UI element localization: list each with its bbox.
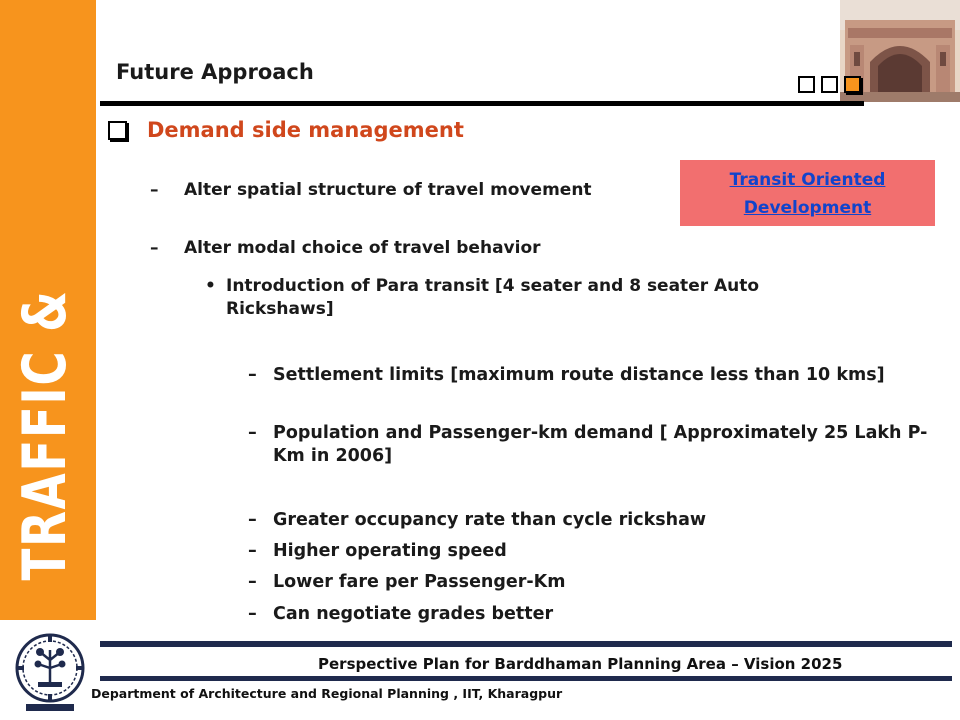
- main-heading: [106, 118, 464, 142]
- dash-bullet: –: [248, 510, 257, 530]
- dash-bullet: –: [248, 423, 257, 443]
- list-item-text: Alter spatial structure of travel movement: [184, 180, 592, 200]
- footer-divider: [100, 641, 952, 647]
- square-icon: [821, 76, 838, 93]
- list-item-text: Alter modal choice of travel behavior: [184, 238, 541, 258]
- section-title: Future Approach: [116, 60, 314, 84]
- heading-text: Demand side management: [147, 118, 464, 142]
- list-item-text: Can negotiate grades better: [273, 604, 554, 624]
- square-icon: [798, 76, 815, 93]
- dash-bullet: –: [150, 238, 159, 258]
- list-item: [205, 275, 855, 321]
- dash-bullet: –: [248, 541, 257, 561]
- iit-kharagpur-logo-icon: [12, 630, 88, 714]
- footer-divider: [100, 676, 952, 681]
- list-item: [248, 509, 938, 532]
- checkbox-bullet-icon: [108, 121, 127, 140]
- dash-bullet: –: [248, 572, 257, 592]
- list-item-text: Lower fare per Passenger-Km: [273, 572, 566, 592]
- list-item-text: Higher operating speed: [273, 541, 507, 561]
- dash-bullet: –: [150, 180, 159, 200]
- sidebar-band: [0, 0, 160, 620]
- list-item-text: Population and Passenger-km demand [ Approximately 25 Lakh P-Km in 2006]: [273, 423, 928, 466]
- list-item: [248, 603, 938, 626]
- footer-title: Perspective Plan for Barddhaman Planning Area – Vision 2025: [318, 655, 843, 673]
- list-item-text: Introduction of Para transit [4 seater and 8 seater Auto Rickshaws]: [226, 276, 760, 319]
- footer-department: Department of Architecture and Regional Planning , IIT, Kharagpur: [91, 686, 563, 701]
- list-item: [248, 540, 938, 563]
- list-item-text: Greater occupancy rate than cycle rickshaw: [273, 510, 707, 530]
- transit-oriented-development-link[interactable]: Transit Oriented Development: [680, 160, 935, 226]
- list-item: [248, 571, 938, 594]
- list-item: [150, 238, 541, 258]
- dash-bullet: –: [248, 604, 257, 624]
- dash-bullet: –: [248, 365, 257, 385]
- list-item-text: Settlement limits [maximum route distance less than 10 kms]: [273, 365, 885, 385]
- list-item: [248, 422, 938, 468]
- nav-squares: [798, 76, 861, 93]
- list-item: [150, 180, 592, 200]
- top-divider: [100, 101, 864, 106]
- vertical-title: TRAFFIC & TRANSPORT: [10, 269, 160, 601]
- dot-bullet: •: [205, 276, 216, 296]
- list-item: [248, 364, 938, 387]
- square-active-icon: [844, 76, 861, 93]
